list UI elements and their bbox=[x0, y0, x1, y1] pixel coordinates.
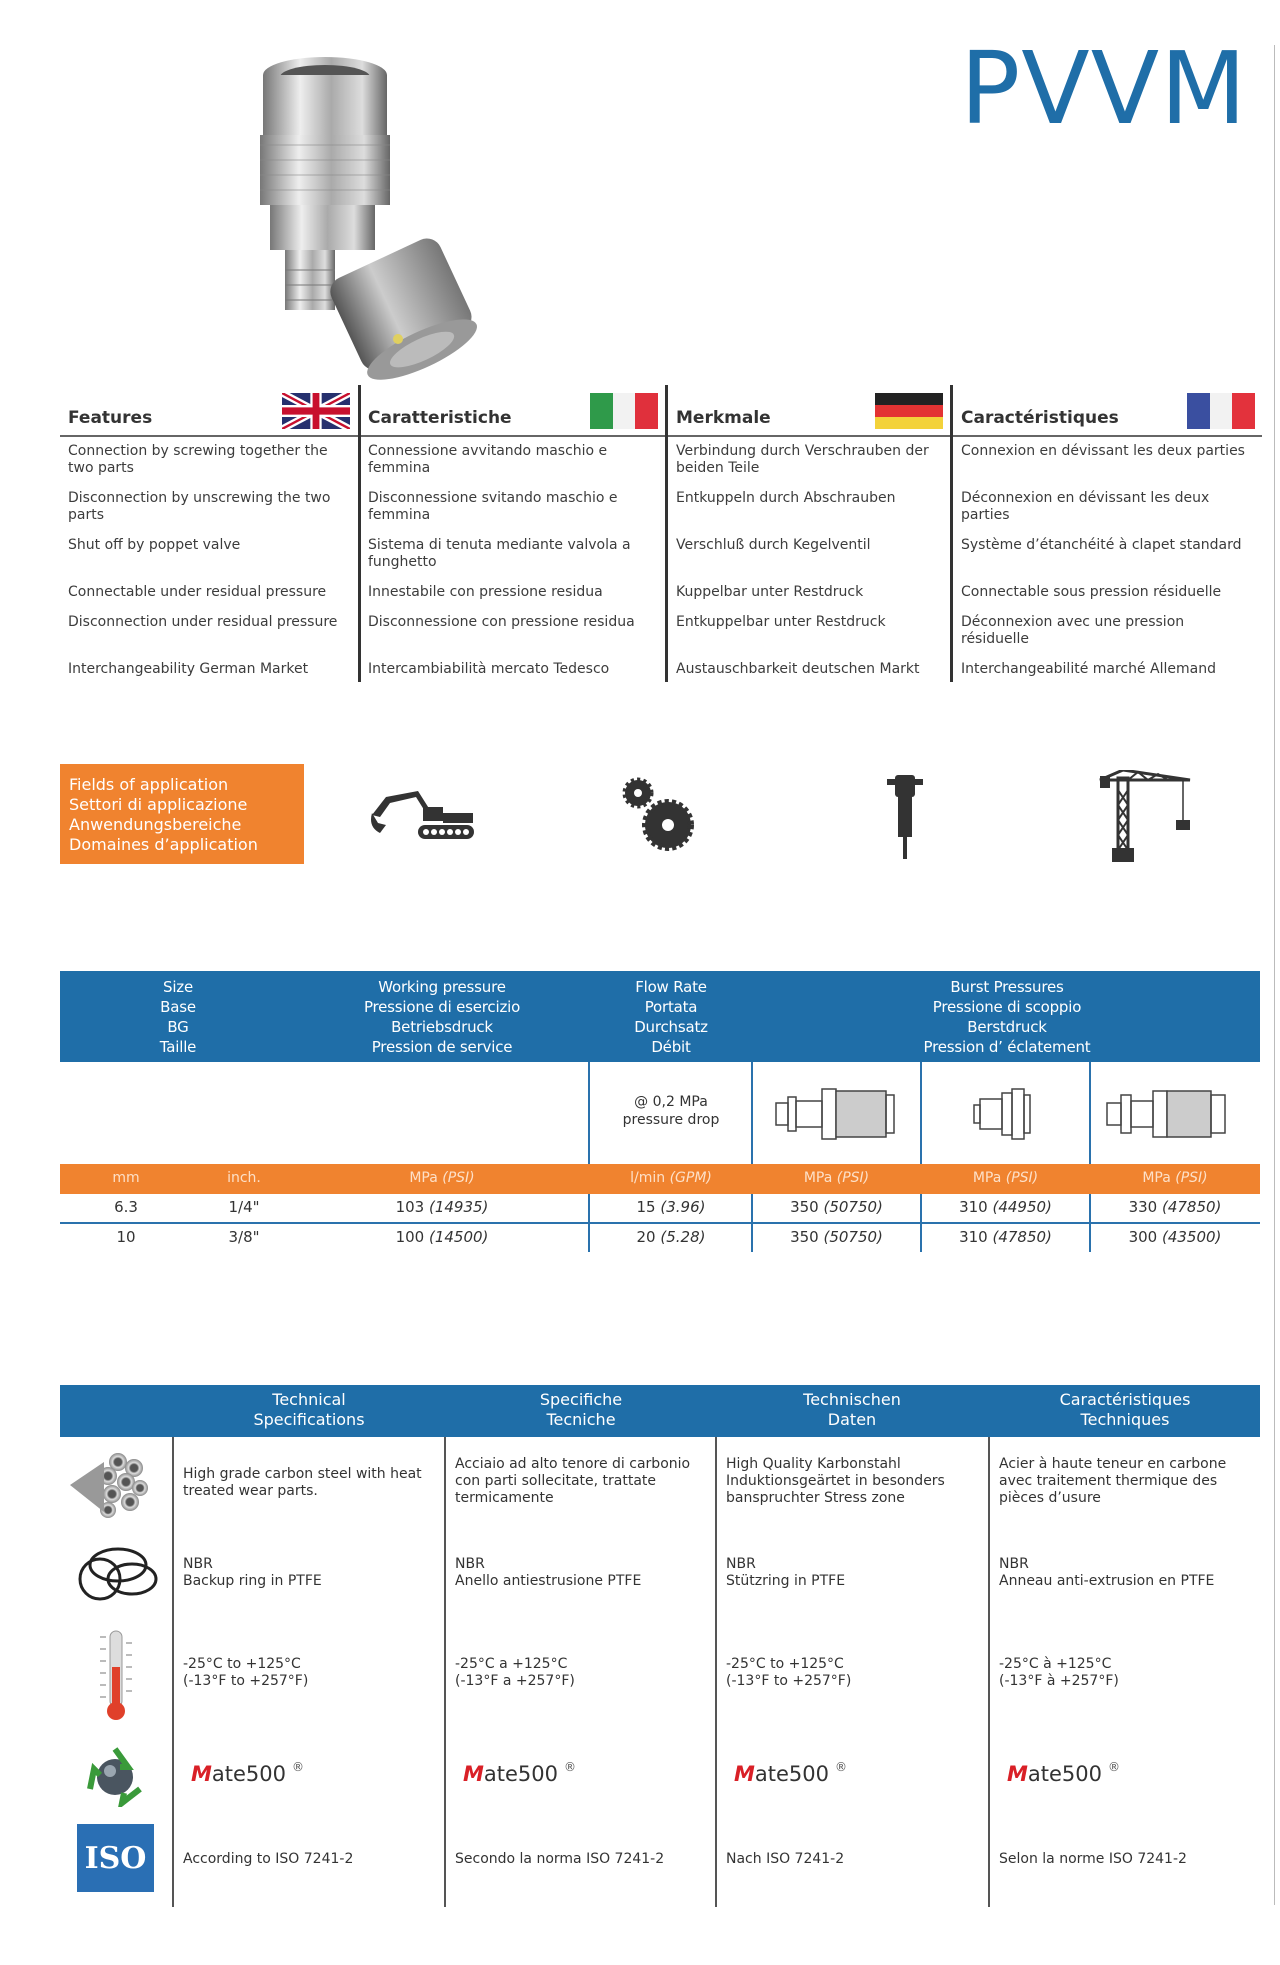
spec-line: Backup ring in PTFE bbox=[183, 1573, 322, 1589]
spec-cell bbox=[999, 1851, 1261, 1868]
specs-header-line: Technischen bbox=[803, 1390, 901, 1409]
header-flow-rate bbox=[591, 977, 751, 1057]
feature-item: Kuppelbar unter Restdruck bbox=[676, 584, 864, 600]
column-divider bbox=[172, 1437, 174, 1907]
spec-line: Stützring in PTFE bbox=[726, 1573, 846, 1589]
header-working-de: Betriebsdruck bbox=[391, 1018, 493, 1036]
spec-cell bbox=[455, 1851, 717, 1868]
header-working-fr: Pression de service bbox=[371, 1038, 513, 1056]
spec-line: (-13°F à +257°F) bbox=[999, 1673, 1119, 1689]
unit-label bbox=[1090, 1170, 1260, 1186]
specs-table-header bbox=[60, 1385, 1260, 1437]
iso-logo-icon bbox=[77, 1824, 154, 1892]
cell-imperial-value: (43500) bbox=[1161, 1228, 1222, 1246]
spec-line: (-13°F to +257°F) bbox=[726, 1673, 852, 1689]
table-cell bbox=[752, 1228, 921, 1246]
coupling-assembly-drawing bbox=[772, 1085, 900, 1143]
header-working-pressure bbox=[322, 977, 562, 1057]
header-size-de: BG bbox=[167, 1018, 189, 1036]
header-size-fr: Taille bbox=[159, 1038, 197, 1056]
cell-imperial-value: (3.96) bbox=[660, 1198, 706, 1216]
unit-alt: (PSI) bbox=[1175, 1170, 1208, 1186]
germany-flag-icon bbox=[875, 393, 943, 429]
application-label-fr: Domaines d’application bbox=[69, 835, 258, 854]
header-working-en: Working pressure bbox=[378, 978, 506, 996]
spec-line: Acier à haute teneur en carbone avec traitement thermique des pièces d’usure bbox=[999, 1456, 1227, 1506]
feature-item: Intercambiabilità mercato Tedesco bbox=[368, 661, 610, 677]
row-divider bbox=[60, 1222, 1260, 1224]
cell-imperial-value: (5.28) bbox=[660, 1228, 706, 1246]
table-cell bbox=[752, 1198, 921, 1216]
specs-header-line: Caractéristiques bbox=[1059, 1390, 1191, 1409]
feature-item: Connection by screwing together the two parts bbox=[68, 443, 328, 476]
spec-line: Anneau anti-extrusion en PTFE bbox=[999, 1573, 1215, 1589]
specs-header-line: Technical bbox=[272, 1390, 346, 1409]
cell-imperial-value: (47850) bbox=[992, 1228, 1052, 1246]
table-cell bbox=[204, 1198, 284, 1216]
spec-cell bbox=[455, 1456, 717, 1507]
feature-item: Connectable sous pression résiduelle bbox=[961, 584, 1222, 600]
product-title: PVVM bbox=[960, 30, 1248, 147]
cell-value: 3/8" bbox=[228, 1228, 260, 1246]
unit-alt: (GPM) bbox=[669, 1170, 712, 1186]
spec-cell bbox=[183, 1656, 445, 1690]
spec-cell bbox=[726, 1556, 988, 1590]
unit-main: inch. bbox=[227, 1170, 261, 1186]
table-row bbox=[0, 1228, 1280, 1254]
cell-value: 350 bbox=[790, 1228, 824, 1246]
cell-value: 100 bbox=[395, 1228, 429, 1246]
header-size-it: Base bbox=[160, 998, 196, 1016]
header-flow-it: Portata bbox=[644, 998, 698, 1016]
column-divider bbox=[950, 385, 953, 682]
header-burst-pressures bbox=[857, 977, 1157, 1057]
spec-line: -25°C a +125°C bbox=[455, 1656, 568, 1672]
unit-label bbox=[752, 1170, 921, 1186]
features-heading-fr: Caractéristiques bbox=[961, 408, 1119, 428]
mate500-logo bbox=[1007, 1760, 1120, 1786]
header-size bbox=[118, 977, 238, 1057]
mate500-logo-text: ate500 bbox=[483, 1762, 559, 1786]
spec-line: (-13°F to +257°F) bbox=[183, 1673, 309, 1689]
spec-cell bbox=[183, 1851, 445, 1868]
feature-item: Shut off by poppet valve bbox=[68, 537, 241, 553]
excavator-icon bbox=[368, 785, 476, 845]
spec-line: Anello antiestrusione PTFE bbox=[455, 1573, 642, 1589]
feature-item: Verbindung durch Verschrauben der beiden Teile bbox=[676, 443, 929, 476]
spec-line: NBR bbox=[999, 1556, 1029, 1572]
spec-line: (-13°F a +257°F) bbox=[455, 1673, 575, 1689]
spec-cell bbox=[726, 1456, 988, 1507]
spec-line: -25°C to +125°C bbox=[183, 1656, 301, 1672]
table-cell bbox=[204, 1228, 284, 1246]
spec-line: -25°C à +125°C bbox=[999, 1656, 1112, 1672]
spec-cell bbox=[455, 1556, 717, 1590]
spec-cell bbox=[183, 1556, 445, 1590]
features-divider bbox=[60, 435, 1262, 437]
unit-main: MPa bbox=[409, 1170, 443, 1186]
header-flow-de: Durchsatz bbox=[634, 1018, 708, 1036]
spec-line: Secondo la norma ISO 7241-2 bbox=[455, 1851, 665, 1867]
registered-mark: ® bbox=[835, 1760, 848, 1774]
registered-mark: ® bbox=[564, 1760, 577, 1774]
cell-value: 310 bbox=[959, 1198, 993, 1216]
column-divider bbox=[988, 1437, 990, 1907]
feature-item: Innestabile con pressione residua bbox=[368, 584, 603, 600]
unit-main: l/min bbox=[630, 1170, 670, 1186]
jackhammer-icon bbox=[885, 775, 925, 860]
cell-value: 300 bbox=[1128, 1228, 1162, 1246]
mate500-logo-text: ate500 bbox=[754, 1762, 830, 1786]
specs-header-line: Specifiche bbox=[539, 1390, 623, 1409]
spec-line: NBR bbox=[183, 1556, 213, 1572]
feature-item: Déconnexion en dévissant les deux parties bbox=[961, 490, 1210, 523]
unit-label bbox=[86, 1170, 166, 1186]
specs-header-cell bbox=[173, 1390, 445, 1430]
cell-value: 103 bbox=[395, 1198, 429, 1216]
unit-main: MPa bbox=[803, 1170, 837, 1186]
spec-cell bbox=[726, 1656, 988, 1690]
feature-item: Système d’étanchéité à clapet standard bbox=[961, 537, 1242, 553]
spec-line: Nach ISO 7241-2 bbox=[726, 1851, 845, 1867]
mate500-logo-m: M bbox=[734, 1762, 755, 1786]
coupling-female-drawing bbox=[1103, 1085, 1233, 1143]
spec-line: According to ISO 7241-2 bbox=[183, 1851, 354, 1867]
france-flag-icon bbox=[1187, 393, 1255, 429]
cell-value: 6.3 bbox=[114, 1198, 138, 1216]
unit-main: MPa bbox=[972, 1170, 1006, 1186]
table-cell bbox=[590, 1228, 752, 1246]
spec-line: -25°C to +125°C bbox=[726, 1656, 844, 1672]
unit-main: MPa bbox=[1142, 1170, 1176, 1186]
cell-imperial-value: (14935) bbox=[428, 1198, 489, 1216]
table-cell bbox=[921, 1198, 1090, 1216]
features-heading-de: Merkmale bbox=[676, 408, 771, 428]
feature-item: Connexion en dévissant les deux parties bbox=[961, 443, 1245, 459]
spec-cell bbox=[999, 1656, 1261, 1690]
table-cell bbox=[1090, 1228, 1260, 1246]
cell-value: 350 bbox=[790, 1198, 824, 1216]
header-burst-en: Burst Pressures bbox=[950, 978, 1064, 996]
cell-value: 10 bbox=[116, 1228, 136, 1246]
specs-header-cell bbox=[716, 1390, 988, 1430]
gears-icon bbox=[622, 775, 700, 855]
features-heading-en: Features bbox=[68, 408, 153, 428]
units-row bbox=[60, 1164, 1260, 1194]
cell-value: 310 bbox=[959, 1228, 993, 1246]
header-burst-fr: Pression d’ éclatement bbox=[923, 1038, 1091, 1056]
cell-imperial-value: (14500) bbox=[428, 1228, 489, 1246]
spec-cell bbox=[999, 1456, 1261, 1507]
mate500-logo-m: M bbox=[463, 1762, 484, 1786]
cell-value: 1/4" bbox=[228, 1198, 260, 1216]
header-burst-it: Pressione di scoppio bbox=[932, 998, 1082, 1016]
unit-alt: (PSI) bbox=[442, 1170, 475, 1186]
feature-item: Verschluß durch Kegelventil bbox=[676, 537, 871, 553]
unit-label bbox=[337, 1170, 547, 1186]
spec-cell bbox=[726, 1851, 988, 1868]
table-cell bbox=[337, 1198, 547, 1216]
cell-value: 15 bbox=[636, 1198, 661, 1216]
registered-mark: ® bbox=[1108, 1760, 1121, 1774]
iso-logo-text: ISO bbox=[84, 1840, 147, 1876]
unit-label bbox=[204, 1170, 284, 1186]
header-working-it: Pressione di esercizio bbox=[363, 998, 521, 1016]
feature-item: Entkuppeln durch Abschrauben bbox=[676, 490, 896, 506]
unit-alt: (PSI) bbox=[836, 1170, 870, 1186]
spec-line: NBR bbox=[726, 1556, 756, 1572]
flow-note-line: pressure drop bbox=[622, 1112, 720, 1128]
mate500-logo bbox=[191, 1760, 304, 1786]
feature-item: Interchangeability German Market bbox=[68, 661, 309, 677]
cell-imperial-value: (47850) bbox=[1161, 1198, 1222, 1216]
column-divider bbox=[665, 385, 668, 682]
table-row bbox=[0, 1198, 1280, 1224]
spec-cell bbox=[999, 1556, 1261, 1590]
o-rings-icon bbox=[76, 1545, 162, 1603]
table-cell bbox=[1090, 1198, 1260, 1216]
header-size-en: Size bbox=[163, 978, 193, 996]
cell-imperial-value: (50750) bbox=[823, 1228, 883, 1246]
unit-label bbox=[921, 1170, 1090, 1186]
cell-value: 20 bbox=[636, 1228, 661, 1246]
page-edge-line bbox=[1274, 45, 1275, 1905]
crane-icon bbox=[1098, 770, 1194, 862]
table-cell bbox=[86, 1228, 166, 1246]
cell-imperial-value: (50750) bbox=[823, 1198, 883, 1216]
flow-note-line: @ 0,2 MPa bbox=[634, 1094, 708, 1110]
spec-line: High grade carbon steel with heat treated wear parts. bbox=[183, 1466, 422, 1499]
feature-item: Connectable under residual pressure bbox=[68, 584, 327, 600]
feature-item: Sistema di tenuta mediante valvola a funghetto bbox=[368, 537, 631, 570]
spec-line: Acciaio ad alto tenore di carbonio con parti sollecitate, trattate termicamente bbox=[455, 1456, 691, 1506]
feature-item: Interchangeabilité marché Allemand bbox=[961, 661, 1217, 677]
specs-header-line: Specifications bbox=[253, 1410, 365, 1429]
specs-header-line: Tecniche bbox=[546, 1410, 616, 1429]
feature-item: Déconnexion avec une pression résiduelle bbox=[961, 614, 1185, 647]
header-burst-de: Berstdruck bbox=[967, 1018, 1047, 1036]
mate500-logo bbox=[463, 1760, 576, 1786]
unit-main: mm bbox=[112, 1170, 140, 1186]
specs-header-cell bbox=[445, 1390, 717, 1430]
recycle-globe-icon bbox=[82, 1745, 148, 1807]
specs-header-cell bbox=[989, 1390, 1261, 1430]
table-cell bbox=[86, 1198, 166, 1216]
spec-cell bbox=[183, 1466, 445, 1500]
flow-note bbox=[590, 1093, 752, 1129]
feature-item: Entkuppelbar unter Restdruck bbox=[676, 614, 886, 630]
table-cell bbox=[590, 1198, 752, 1216]
mate500-logo-text: ate500 bbox=[211, 1762, 287, 1786]
mate500-logo-text: ate500 bbox=[1027, 1762, 1103, 1786]
feature-item: Disconnection by unscrewing the two parts bbox=[68, 490, 331, 523]
registered-mark: ® bbox=[292, 1760, 305, 1774]
pressure-table-header bbox=[60, 971, 1260, 1062]
feature-item: Disconnection under residual pressure bbox=[68, 614, 338, 630]
column-divider bbox=[358, 385, 361, 682]
steel-pipes-icon bbox=[68, 1450, 148, 1520]
cell-value: 330 bbox=[1128, 1198, 1162, 1216]
table-cell bbox=[337, 1228, 547, 1246]
italy-flag-icon bbox=[590, 393, 658, 429]
application-label-it: Settori di applicazione bbox=[69, 795, 248, 814]
fields-of-application-box bbox=[60, 764, 304, 864]
spec-line: NBR bbox=[455, 1556, 485, 1572]
header-flow-en: Flow Rate bbox=[635, 978, 707, 996]
features-heading-it: Caratteristiche bbox=[368, 408, 512, 428]
application-label-en: Fields of application bbox=[69, 775, 229, 794]
thermometer-icon bbox=[92, 1627, 140, 1723]
specs-header-line: Techniques bbox=[1080, 1410, 1170, 1429]
feature-item: Disconnessione svitando maschio e femmina bbox=[368, 490, 618, 523]
uk-flag-icon bbox=[282, 393, 350, 429]
feature-item: Austauschbarkeit deutschen Markt bbox=[676, 661, 920, 677]
mate500-logo-m: M bbox=[1007, 1762, 1028, 1786]
unit-alt: (PSI) bbox=[1005, 1170, 1039, 1186]
feature-item: Connessione avvitando maschio e femmina bbox=[368, 443, 608, 476]
spec-line: Selon la norme ISO 7241-2 bbox=[999, 1851, 1187, 1867]
header-flow-fr: Débit bbox=[651, 1038, 691, 1056]
coupling-product-image bbox=[240, 55, 500, 380]
spec-line: High Quality Karbonstahl Induktionsgeärtet in besonders banspruchter Stress zone bbox=[726, 1456, 945, 1506]
feature-item: Disconnessione con pressione residua bbox=[368, 614, 635, 630]
unit-label bbox=[590, 1170, 752, 1186]
coupling-male-drawing bbox=[970, 1085, 1040, 1143]
mate500-logo bbox=[734, 1760, 847, 1786]
specs-header-line: Daten bbox=[827, 1410, 877, 1429]
application-label-de: Anwendungsbereiche bbox=[69, 815, 242, 834]
cell-imperial-value: (44950) bbox=[992, 1198, 1052, 1216]
mate500-logo-m: M bbox=[191, 1762, 212, 1786]
table-cell bbox=[921, 1228, 1090, 1246]
spec-cell bbox=[455, 1656, 717, 1690]
